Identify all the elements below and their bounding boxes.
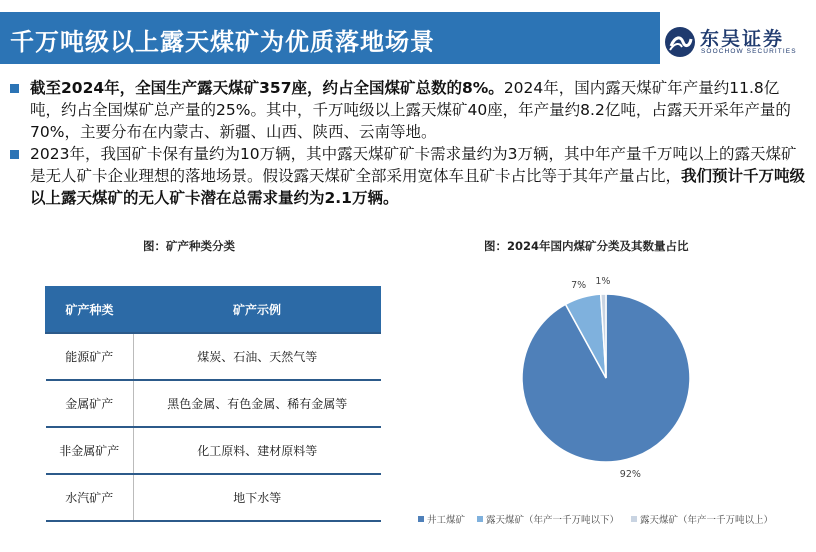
table-cell: 化工原料、建材原料等 xyxy=(134,427,381,474)
bullet-text: 2024年，国内露天煤矿年产量约11.8亿吨，约占全国煤矿总产量的25%。其中，千万吨级以上露天煤矿40座，年产量约8.2亿吨，占露天开采年产量的70%，主要分布在内蒙古、新疆、山西、陕西、云南等地。 xyxy=(30,79,791,141)
chart-caption: 图：2024年国内煤矿分类及其数量占比 xyxy=(484,239,689,253)
bullet-item xyxy=(8,77,808,143)
bullet-text: 2023年，我国矿卡保有量约为10万辆，其中露天煤矿矿卡需求量约为3万辆，其中年产量千万吨以上的露天煤矿是无人矿卡企业理想的落地场景。假设露天煤矿全部采用宽体车且矿卡占比等于其年产量占比， xyxy=(30,145,797,185)
table-cell: 能源矿产 xyxy=(46,333,134,380)
brand-logo xyxy=(664,22,814,62)
legend-label: 井工煤矿 xyxy=(427,515,466,526)
legend-item xyxy=(418,512,465,526)
table-row xyxy=(46,380,381,427)
pie-data-label: 7% xyxy=(571,279,587,291)
table-cell: 金属矿产 xyxy=(46,380,134,427)
chart-legend xyxy=(418,512,785,528)
bullet-item xyxy=(8,143,808,209)
legend-label: 露天煤矿（年产一千万吨以上） xyxy=(640,515,774,526)
table-row xyxy=(46,427,381,474)
brand-logo-icon xyxy=(664,26,696,58)
table-header-row xyxy=(46,287,381,333)
pie-data-label: 1% xyxy=(595,276,611,288)
pie-chart xyxy=(420,270,816,540)
legend-swatch xyxy=(418,516,424,522)
pie-data-label: 92% xyxy=(619,468,641,480)
table-cell: 煤炭、石油、天然气等 xyxy=(134,333,381,380)
bullet-list xyxy=(8,77,808,209)
page-title: 千万吨级以上露天煤矿为优质落地场景 xyxy=(10,28,435,56)
legend-swatch xyxy=(477,516,483,522)
bullet-square-icon xyxy=(10,84,19,93)
table-header-cell: 矿产种类 xyxy=(46,287,134,333)
mineral-table xyxy=(45,286,381,522)
legend-label: 露天煤矿（年产一千万吨以下） xyxy=(486,515,620,526)
bullet-square-icon xyxy=(10,150,19,159)
legend-item xyxy=(631,512,773,526)
table-caption: 图：矿产种类分类 xyxy=(143,239,235,253)
table-cell: 黑色金属、有色金属、稀有金属等 xyxy=(134,380,381,427)
brand-name: 东吴证券 xyxy=(700,28,785,50)
legend-item xyxy=(477,512,619,526)
table-cell: 地下水等 xyxy=(134,474,381,521)
table-cell: 水汽矿产 xyxy=(46,474,134,521)
bullet-bold-text: 我们预计千万吨级以上露天煤矿的无人矿卡潜在总需求量约为2.1万辆。 xyxy=(30,167,806,207)
table-row xyxy=(46,474,381,521)
table-header-cell: 矿产示例 xyxy=(134,287,381,333)
legend-swatch xyxy=(631,516,637,522)
bullet-bold-text: 截至2024年，全国生产露天煤矿357座，约占全国煤矿总数的8%。 xyxy=(30,79,504,97)
title-bar xyxy=(0,12,660,64)
brand-name-en: SOOCHOW SECURITIES xyxy=(701,48,797,55)
table-row xyxy=(46,333,381,380)
table-cell: 非金属矿产 xyxy=(46,427,134,474)
